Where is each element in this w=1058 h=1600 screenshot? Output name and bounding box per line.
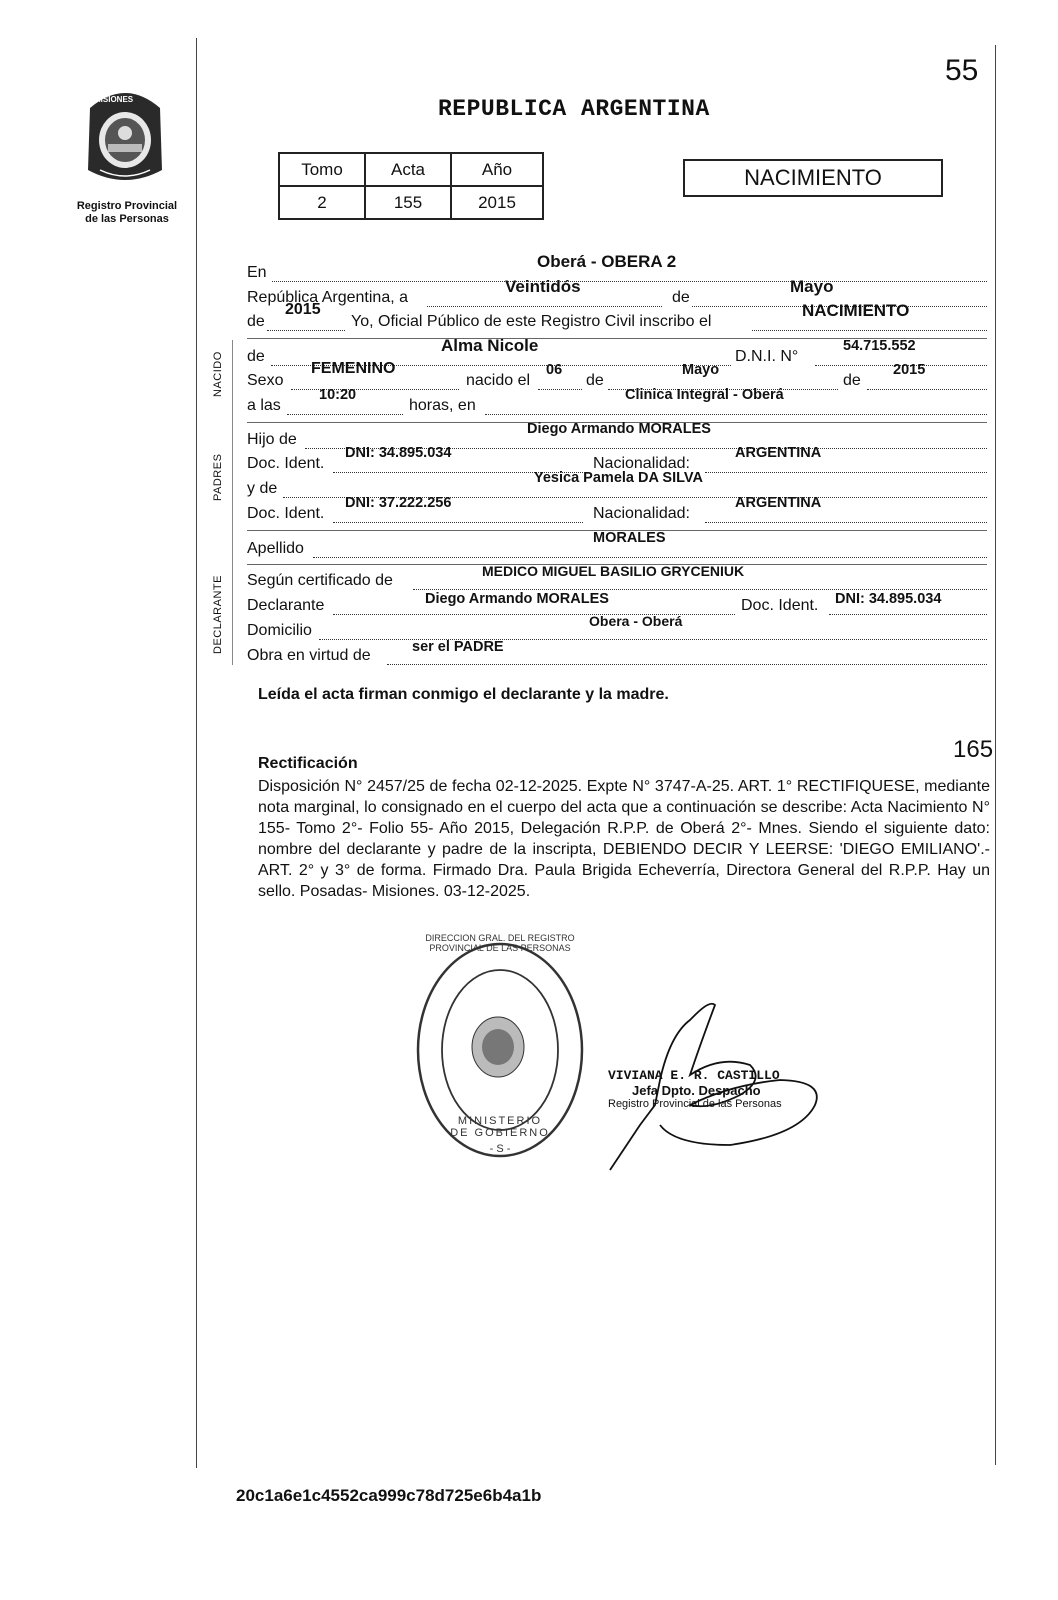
form-line-sexo: [247, 360, 987, 394]
label-obra: Obra en virtud de: [247, 647, 371, 664]
value-obra: ser el PADRE: [412, 639, 504, 655]
document-hash: 20c1a6e1c4552ca999c78d725e6b4a1b: [236, 1486, 542, 1505]
label-birth-de2: de: [843, 372, 861, 389]
form-line-hora: [247, 387, 987, 419]
value-month: Mayo: [790, 277, 834, 296]
record-table: [278, 152, 544, 220]
value-birth-day: 06: [546, 362, 563, 378]
official-seal: [410, 935, 590, 1165]
value-mother-doc: DNI: 37.222.256: [345, 495, 452, 511]
value-child-name: Alma Nicole: [441, 336, 539, 355]
section-label-padres: PADRES: [212, 453, 224, 501]
label-hijo: Hijo de: [247, 431, 297, 448]
page-title: REPUBLICA ARGENTINA: [438, 96, 710, 122]
label-declarante: Declarante: [247, 597, 325, 614]
label-child-de: de: [247, 348, 265, 365]
header-acta: Acta: [365, 153, 451, 186]
page-number: 55: [945, 54, 979, 87]
form-line-domicilio: [247, 613, 987, 644]
label-mother-nacionalidad: Nacionalidad:: [593, 505, 690, 522]
label-oficial: Yo, Oficial Público de este Registro Civil inscribo el: [351, 313, 712, 330]
value-father-nationality: ARGENTINA: [735, 445, 822, 461]
label-declarante-doc: Doc. Ident.: [741, 597, 819, 614]
value-certificado: MEDICO MIGUEL BASILIO GRYCENIUK: [482, 563, 745, 579]
rectification-page-number: 165: [953, 736, 994, 763]
label-certificado: Según certificado de: [247, 572, 393, 589]
section-label-declarante: DECLARANTE: [212, 575, 224, 654]
header-ano: Año: [451, 153, 543, 186]
record-table-header-row: [279, 153, 543, 186]
value-declarante-doc: DNI: 34.895.034: [835, 591, 942, 607]
signature-stamp: [608, 1068, 838, 1110]
value-apellido: MORALES: [593, 530, 666, 546]
logo-caption: [62, 200, 192, 226]
value-sexo: FEMENINO: [311, 360, 396, 377]
value-inscribo: NACIMIENTO: [802, 301, 910, 320]
value-place: Clinica Integral - Oberá: [625, 387, 784, 403]
header-tomo: Tomo: [279, 153, 365, 186]
label-year-prefix: de: [247, 313, 265, 330]
label-nacido: nacido el: [466, 372, 531, 389]
value-acta: 155: [365, 186, 451, 219]
section-label-nacido: NACIDO: [212, 351, 224, 397]
label-mother-doc: Doc. Ident.: [247, 505, 325, 522]
seal-inner-text: MINISTERIO DE GOBIERNO: [450, 1115, 550, 1139]
value-father-doc: DNI: 34.895.034: [345, 445, 452, 461]
stamp-line1: VIVIANA E. R. CASTILLO: [608, 1068, 780, 1083]
value-mother-name: Yesica Pamela DA SILVA: [534, 470, 703, 486]
label-dni: D.N.I. N°: [735, 348, 799, 365]
label-de: de: [672, 289, 690, 306]
value-birth-month: Mayo: [682, 362, 720, 378]
label-father-doc: Doc. Ident.: [247, 455, 325, 472]
form-line-en: [247, 252, 987, 286]
rectification-title: Rectificación: [258, 755, 358, 772]
seal-bottom-text: - S -: [489, 1143, 511, 1155]
logo-caption-line2: de las Personas: [85, 213, 169, 225]
form-line-inscribo: [247, 301, 987, 335]
value-mother-nationality: ARGENTINA: [735, 495, 822, 511]
label-horas: horas, en: [409, 397, 476, 414]
right-margin-line: [995, 45, 996, 1465]
form-line-apellido: [247, 530, 987, 562]
value-day: Veintidós: [505, 277, 581, 296]
value-father-name: Diego Armando MORALES: [527, 421, 711, 437]
stamp-line3: Registro Provincial de las Personas: [608, 1098, 782, 1110]
seal-outer-text: DIRECCION GRAL. DEL REGISTRO PROVINCIAL DE LAS PERSONAS: [425, 933, 575, 953]
stamp-line2: Jefa Dpto. Despacho: [632, 1083, 761, 1098]
label-sexo: Sexo: [247, 372, 284, 389]
value-en: Oberá - OBERA 2: [537, 252, 677, 271]
value-dni: 54.715.552: [843, 338, 916, 354]
label-alas: a las: [247, 397, 281, 414]
label-en: En: [247, 264, 267, 281]
record-type-box: NACIMIENTO: [683, 159, 943, 197]
label-domicilio: Domicilio: [247, 622, 312, 639]
value-ano: 2015: [451, 186, 543, 219]
closing-statement: Leída el acta firman conmigo el declarante y la madre.: [258, 686, 669, 703]
section-divider-line: [232, 340, 233, 665]
label-father-nacionalidad: Nacionalidad:: [593, 455, 690, 472]
value-birth-year: 2015: [893, 362, 926, 378]
value-tomo: 2: [279, 186, 365, 219]
logo-ring-text: PROVINCIA DE MISIONES: [94, 86, 152, 104]
rectification-body: Disposición N° 2457/25 de fecha 02-12-2025. Expte N° 3747-A-25. ART. 1° RECTIFIQUESE, mediante nota marginal, lo consignado en el cuerpo del acta que a continuación se describe: Acta Nacimiento N° 155- Tomo 2°- Folio 55- Año 2015, Delegación R.P.P. de Oberá 2°- Mnes. Siendo el siguiente dato: nombre del declarante y padre de la inscripta, DEBIENDO DECIR Y LEERSE: 'DIEGO EMILIANO'.- ART. 2° y 3° de forma. Firmado Dra. Paula Brigida Echeverría, Directora General del R.P.P. Hay un sello. Posadas- Misiones. 03-12-2025.: [258, 778, 990, 900]
label-birth-de: de: [586, 372, 604, 389]
logo-caption-line1: Registro Provincial: [76, 200, 178, 212]
misiones-logo: [70, 78, 180, 195]
left-margin-line: [196, 38, 197, 1468]
value-declarante: Diego Armando MORALES: [425, 591, 609, 607]
label-republica: República Argentina, a: [247, 289, 408, 306]
value-domicilio: Obera - Oberá: [589, 613, 683, 629]
form-line-obra: [247, 639, 987, 669]
value-year: 2015: [285, 301, 321, 318]
label-apellido: Apellido: [247, 540, 304, 557]
form-line-mother-doc: [247, 495, 987, 527]
value-time: 10:20: [319, 387, 357, 403]
record-table-value-row: [279, 186, 543, 219]
label-yde: y de: [247, 480, 278, 497]
